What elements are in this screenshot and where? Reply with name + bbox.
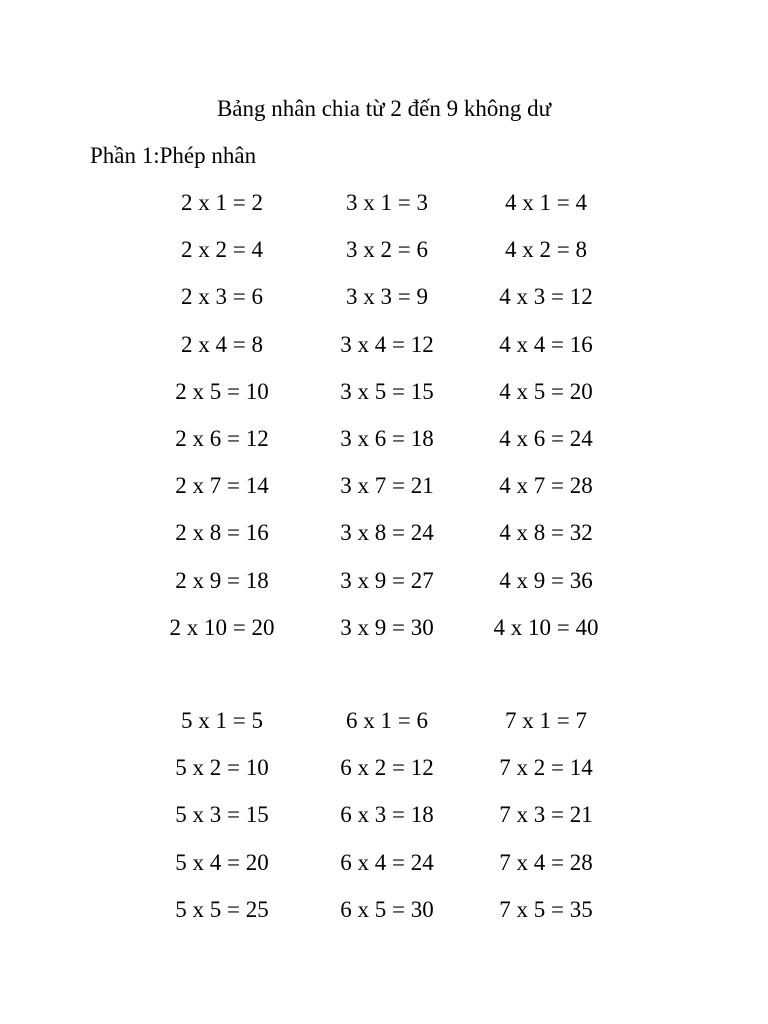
equation-cell: 4 x 5 = 20 [499,378,593,404]
equation-cell: 4 x 4 = 16 [499,331,593,357]
equation-cell: 5 x 3 = 15 [175,802,269,828]
equation-cell: 6 x 2 = 12 [340,755,434,781]
equation-cell: 5 x 5 = 25 [175,896,269,922]
equation-cell: 4 x 9 = 36 [499,567,593,593]
multiplication-block-5-to-7 [0,706,768,942]
equation-cell: 4 x 1 = 4 [505,190,587,215]
multiplication-block-2-to-4 [0,188,768,660]
equation-cell: 2 x 10 = 20 [169,614,275,640]
table-row [0,566,768,613]
equation-cell: 3 x 6 = 18 [340,425,434,451]
equation-cell: 3 x 4 = 12 [340,331,434,357]
equation-cell: 6 x 4 = 24 [340,849,434,875]
table-row [0,753,768,800]
equation-cell: 2 x 5 = 10 [175,378,269,404]
equation-cell: 3 x 5 = 15 [340,378,434,404]
equation-cell: 6 x 3 = 18 [340,802,434,828]
equation-cell: 7 x 4 = 28 [499,849,593,875]
equation-cell: 2 x 7 = 14 [175,473,269,499]
equation-cell: 3 x 1 = 3 [346,190,428,215]
equation-cell: 5 x 1 = 5 [181,708,263,733]
equation-cell: 3 x 7 = 21 [340,473,434,499]
table-row [0,188,768,235]
table-row [0,471,768,518]
equation-cell: 4 x 8 = 32 [499,520,593,546]
equation-cell: 6 x 1 = 6 [346,708,428,733]
section-heading: Phần 1:Phép nhân [90,143,257,168]
equation-cell: 3 x 8 = 24 [340,520,434,546]
equation-cell: 2 x 1 = 2 [181,190,263,215]
equation-cell: 4 x 10 = 40 [493,614,599,640]
equation-cell: 4 x 2 = 8 [505,237,587,263]
equation-cell: 2 x 6 = 12 [175,425,269,451]
table-row [0,518,768,565]
equation-cell: 2 x 3 = 6 [181,284,263,310]
table-row [0,330,768,377]
table-row [0,377,768,424]
document-title: Bảng nhân chia từ 2 đến 9 không dư [216,96,552,121]
table-row [0,424,768,471]
equation-cell: 4 x 6 = 24 [499,425,593,451]
table-row [0,800,768,847]
equation-cell: 7 x 2 = 14 [499,755,593,781]
equation-cell: 4 x 3 = 12 [499,284,593,310]
equation-cell: 3 x 2 = 6 [346,237,428,263]
equation-cell: 7 x 1 = 7 [505,708,587,733]
equation-cell: 6 x 5 = 30 [340,896,434,922]
equation-cell: 7 x 3 = 21 [499,802,593,828]
equation-cell: 3 x 9 = 27 [340,567,434,593]
table-row [0,282,768,329]
equation-cell: 3 x 9 = 30 [340,614,434,640]
table-row [0,706,768,753]
equation-cell: 7 x 5 = 35 [499,896,593,922]
equation-cell: 2 x 9 = 18 [175,567,269,593]
equation-cell: 2 x 8 = 16 [175,520,269,546]
table-row [0,895,768,942]
equation-cell: 5 x 2 = 10 [175,755,269,781]
table-row [0,848,768,895]
equation-cell: 3 x 3 = 9 [346,284,428,310]
equation-cell: 2 x 2 = 4 [181,237,263,263]
table-row [0,235,768,282]
equation-cell: 5 x 4 = 20 [175,849,269,875]
equation-cell: 2 x 4 = 8 [181,331,263,357]
table-row [0,613,768,660]
equation-cell: 4 x 7 = 28 [499,473,593,499]
